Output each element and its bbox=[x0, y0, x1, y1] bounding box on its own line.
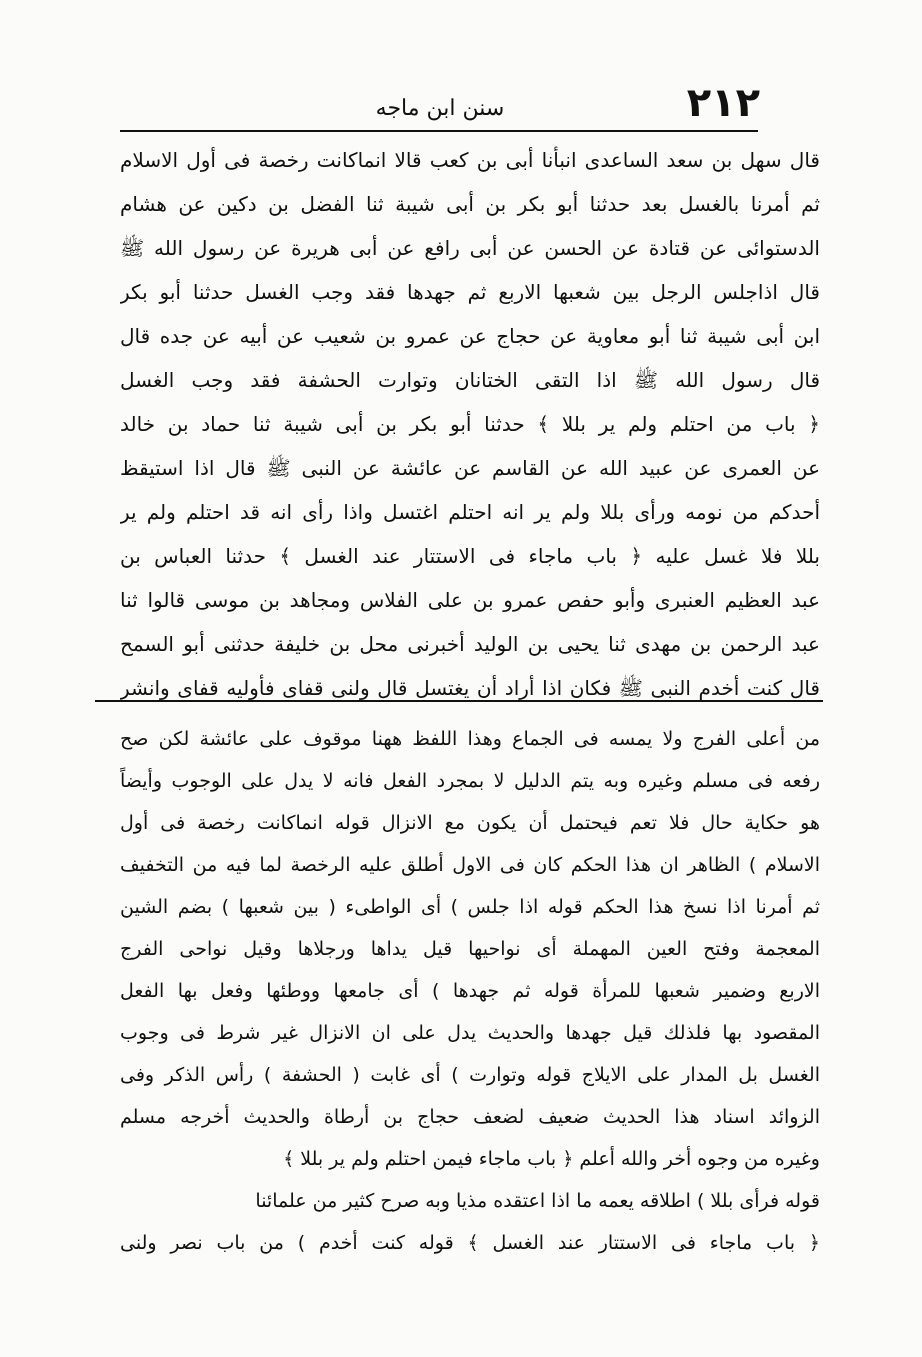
commentary-line: الغسل بل المدار على الايلاج قوله وتوارت ) أى غابت ( الحشفة ) رأس الذكر وفى bbox=[120, 1064, 820, 1086]
text-line: ثم أمرنا بالغسل بعد حدثنا أبو بكر بن أبى شيبة ثنا الفضل بن دكين عن هشام bbox=[120, 192, 820, 216]
text-line: عبد العظيم العنبرى وأبو حفص عمرو بن على الفلاس ومجاهد بن موسى قالوا ثنا bbox=[120, 588, 820, 612]
commentary-divider bbox=[95, 700, 823, 702]
text-line: بللا فلا غسل عليه ﴿ باب ماجاء فى الاستتار عند الغسل ﴾ حدثنا العباس بن bbox=[120, 544, 820, 568]
commentary-line: هو حكاية حال فلا تعم فيحتمل أن يكون مع الانزال قوله انماكانت رخصة فى أول bbox=[120, 812, 820, 834]
page-number: ٢١٢ bbox=[686, 80, 760, 126]
commentary-line: من أعلى الفرج ولا يمسه فى الجماع وهذا اللفظ ههنا موقوف على عائشة لكن صح bbox=[120, 728, 820, 750]
text-line: عبد الرحمن بن مهدى ثنا يحيى بن الوليد أخبرنى محل بن خليفة حدثنى أبو السمح bbox=[120, 632, 820, 656]
commentary-line: المعجمة وفتح العين المهملة أى نواحيها قيل يداها ورجلاها وقيل نواحى الفرج bbox=[120, 938, 820, 960]
text-line: قال اذاجلس الرجل بين شعبها الاربع ثم جهدها فقد وجب الغسل حدثنا أبو بكر bbox=[120, 280, 820, 304]
commentary-line: الزوائد اسناد هذا الحديث ضعيف لضعف حجاج بن أرطاة والحديث أخرجه مسلم bbox=[120, 1106, 820, 1128]
main-text bbox=[120, 138, 820, 710]
page-header bbox=[120, 78, 760, 130]
header-rule bbox=[120, 130, 758, 132]
text-line: ﴿ باب من احتلم ولم ير بللا ﴾ حدثنا أبو بكر بن أبى شيبة ثنا حماد بن خالد bbox=[120, 412, 820, 436]
commentary-line: قوله فرأى بللا ) اطلاقه يعمه ما اذا اعتقده مذيا وبه صرح كثير من علمائنا bbox=[255, 1190, 820, 1212]
running-title: سنن ابن ماجه bbox=[375, 96, 505, 121]
commentary-line: المقصود بها فلذلك قيل جهدها والحديث يدل على ان الانزال غير شرط فى وجوب bbox=[120, 1022, 820, 1044]
commentary-line: الاربع وضمير شعبها للمرأة قوله ثم جهدها ) أى جامعها ووطئها وفعل بها الفعل bbox=[120, 980, 820, 1002]
commentary-text bbox=[120, 718, 820, 1264]
text-line: ابن أبى شيبة ثنا أبو معاوية عن حجاج عن عمرو بن شعيب عن أبيه عن جده قال bbox=[120, 324, 820, 348]
commentary-line: ﴿ باب ماجاء فى الاستتار عند الغسل ﴾ قوله كنت أخدم ) من باب نصر ولنى bbox=[120, 1232, 820, 1254]
text-line: الدستوائى عن قتادة عن الحسن عن أبى رافع عن أبى هريرة عن رسول الله ﷺ bbox=[120, 236, 820, 260]
text-line: عن العمرى عن عبيد الله عن القاسم عن عائشة عن النبى ﷺ قال اذا استيقظ bbox=[120, 456, 820, 480]
commentary-line: وغيره من وجوه أخر والله أعلم ﴿ باب ماجاء فيمن احتلم ولم ير بللا ﴾ bbox=[283, 1148, 820, 1170]
text-line: قال رسول الله ﷺ اذا التقى الختانان وتوارت الحشفة فقد وجب الغسل bbox=[120, 368, 820, 392]
text-line: قال سهل بن سعد الساعدى انبأنا أبى بن كعب قالا انماكانت رخصة فى أول الاسلام bbox=[120, 148, 820, 172]
commentary-line: ثم أمرنا اذا نسخ هذا الحكم قوله اذا جلس ) أى الواطىء ( بين شعبها ) بضم الشين bbox=[120, 896, 820, 918]
commentary-line: الاسلام ) الظاهر ان هذا الحكم كان فى الاول أطلق عليه الرخصة لما فيه من التخفيف bbox=[120, 854, 820, 876]
text-line: قال كنت أخدم النبى ﷺ فكان اذا أراد أن يغتسل قال ولنى قفاى فأوليه قفاى وانشر bbox=[120, 676, 820, 700]
text-line: أحدكم من نومه ورأى بللا ولم ير انه احتلم اغتسل واذا رأى انه قد احتلم ولم ير bbox=[120, 500, 820, 524]
commentary-line: رفعه فى مسلم وغيره وبه يتم الدليل لا بمجرد الفعل فانه لا يدل على الوجوب وأيضاً bbox=[120, 770, 820, 792]
